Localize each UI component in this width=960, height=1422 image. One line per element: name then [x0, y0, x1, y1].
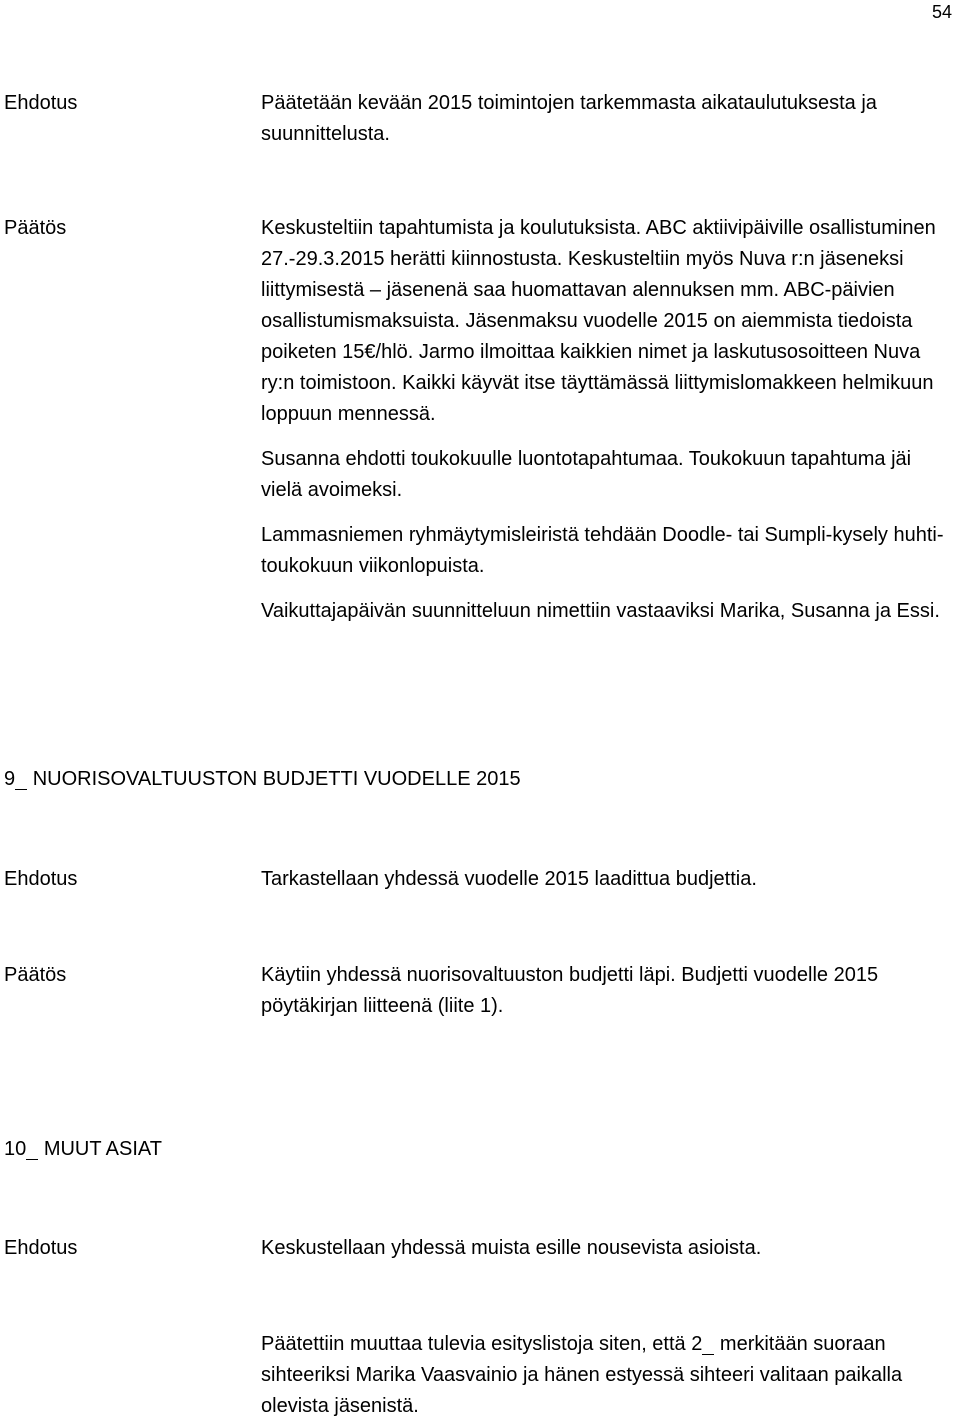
paatos-text-9: Käytiin yhdessä nuorisovaltuuston budjetti läpi. Budjetti vuodelle 2015 pöytäkirjan liitteenä (liite 1).: [261, 964, 879, 1017]
section-10-number: 10: [4, 1138, 27, 1160]
paatos-label-9: Päätös: [4, 964, 67, 986]
underline-mark: [26, 1158, 38, 1160]
section-9-heading: [4, 764, 521, 795]
paatos-paragraph-3: Lammasniemen ryhmäytymisleiristä tehdään Doodle- tai Sumpli-kysely huhti-toukokuun viikonlopuista.: [261, 524, 944, 577]
paatos-text-10: [261, 1329, 951, 1422]
ehdotus-label-1: Ehdotus: [4, 92, 78, 114]
ehdotus-text-1: Päätetään kevään 2015 toimintojen tarkemmasta aikataulutuksesta ja suunnittelusta.: [261, 92, 877, 145]
page-number: 54: [931, 2, 952, 22]
ehdotus-text-10: Keskustellaan yhdessä muista esille nousevista asioista.: [261, 1237, 762, 1259]
underline-mark: [15, 788, 27, 790]
paatos-content-1: [261, 213, 951, 641]
ehdotus-text-9: Tarkastellaan yhdessä vuodelle 2015 laadittua budjettia.: [261, 868, 757, 890]
paatos-text-10-part1: Päätettiin muuttaa tulevia esityslistoja siten, että 2: [261, 1333, 703, 1355]
section-9-title: NUORISOVALTUUSTON BUDJETTI VUODELLE 2015: [32, 768, 521, 790]
paatos-label-1: Päätös: [4, 217, 67, 239]
section-9-number: 9: [4, 768, 16, 790]
ehdotus-label-10: Ehdotus: [4, 1237, 78, 1259]
paatos-paragraph-1: Keskusteltiin tapahtumista ja koulutuksista. ABC aktiivipäiville osallistuminen 27.-29.3.2015 herätti kiinnostusta. Keskusteltiin myös Nuva r:n jäseneksi liittymisestä – jäsenenä saa huomattavan alennuksen mm. ABC-päivien osallistumismaksuista. Jäsenmaksu vuodelle 2015 on aiemmista tiedoista poiketen 15€/hlö. Jarmo ilmoittaa kaikkien nimet ja laskutusosoitteen Nuva ry:n toimistoon. Kaikki käyvät itse täyttämässä liittymislomakkeen helmikuun loppuun mennessä.: [261, 217, 936, 425]
paatos-text-10-part2: merkitään suoraan sihteeriksi Marika Vaasvainio ja hänen estyessä sihteeri valitaan paikalla olevista jäsenistä.: [261, 1333, 903, 1417]
underline-mark: [702, 1353, 714, 1355]
section-10-title: MUUT ASIAT: [43, 1138, 162, 1160]
paatos-paragraph-4: Vaikuttajapäivän suunnitteluun nimettiin vastaaviksi Marika, Susanna ja Essi.: [261, 600, 940, 622]
section-10-heading: [4, 1134, 162, 1165]
ehdotus-label-9: Ehdotus: [4, 868, 78, 890]
paatos-paragraph-2: Susanna ehdotti toukokuulle luontotapahtumaa. Toukokuun tapahtuma jäi vielä avoimeksi.: [261, 448, 912, 501]
